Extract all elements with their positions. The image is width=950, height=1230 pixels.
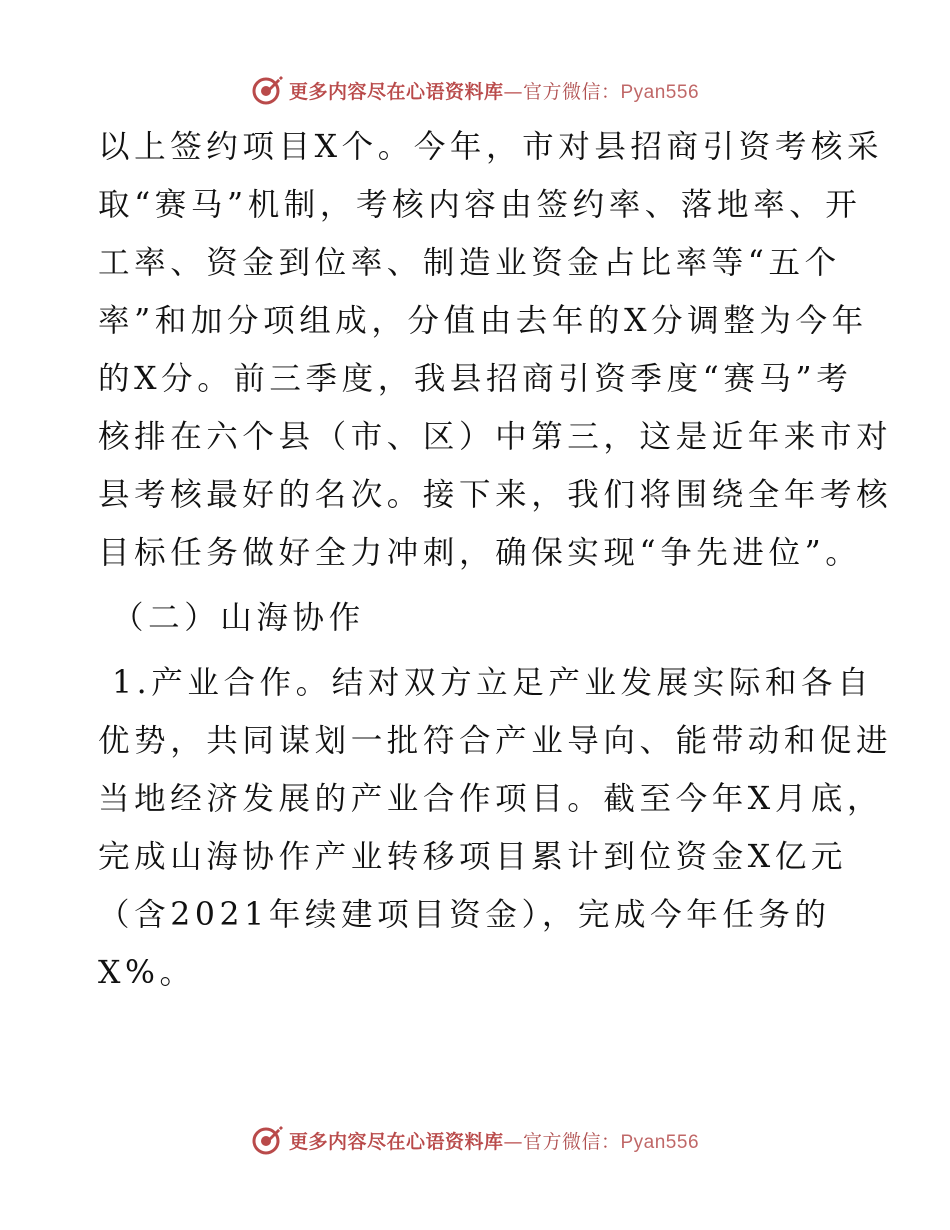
header-watermark [0,70,950,110]
section-heading: （二）山海协作 [112,600,365,636]
footer-watermark [0,1120,950,1160]
paragraph-line: 核排在六个县（市、区）中第三，这是近年来市对 [98,419,893,455]
paragraph-line: 目标任务做好全力冲刺，确保实现“争先进位”。 [98,535,862,571]
watermark-wechat-label: 官方微信： [522,80,621,103]
paragraph-line: 1.产业合作。结对双方立足产业发展实际和各自 [112,665,874,701]
paragraph-line: 取“赛马”机制，考核内容由签约率、落地率、开 [98,187,862,223]
watermark-site: 更多内容尽在心语资料库 [288,80,504,103]
watermark-text [289,77,699,104]
paragraph-line: 优势，共同谋划一批符合产业导向、能带动和促进 [98,723,893,759]
watermark-text [289,1127,699,1154]
paragraph-line: 工率、资金到位率、制造业资金占比率等“五个 [98,245,841,281]
paragraph-2 [98,654,893,1002]
pen-circle-logo-icon [251,73,285,107]
paragraph-line: X%。 [98,955,196,991]
watermark-wechat-id: Pyan556 [620,81,700,103]
watermark-wechat-label: 官方微信： [522,1130,621,1153]
paragraph-line: 以上签约项目X个。今年，市对县招商引资考核采 [98,129,884,165]
document-body [98,118,893,1002]
watermark-site: 更多内容尽在心语资料库 [288,1130,504,1153]
paragraph-line: 完成山海协作产业转移项目累计到位资金X亿元 [98,839,848,875]
paragraph-line: 当地经济发展的产业合作项目。截至今年X月底， [98,781,884,817]
paragraph-line: 率”和加分项组成，分值由去年的X分调整为今年 [98,303,868,339]
paragraph-line: 的X分。前三季度，我县招商引资季度“赛马”考 [98,361,853,397]
paragraph-line: 县考核最好的名次。接下来，我们将围绕全年考核 [98,477,893,513]
watermark-wechat-id: Pyan556 [620,1131,700,1153]
paragraph-line: （含2021年续建项目资金），完成今年任务的 [98,897,831,933]
pen-circle-logo-icon [251,1123,285,1157]
paragraph-1 [98,118,893,582]
watermark-dash: — [503,1130,523,1153]
watermark-dash: — [503,80,523,103]
